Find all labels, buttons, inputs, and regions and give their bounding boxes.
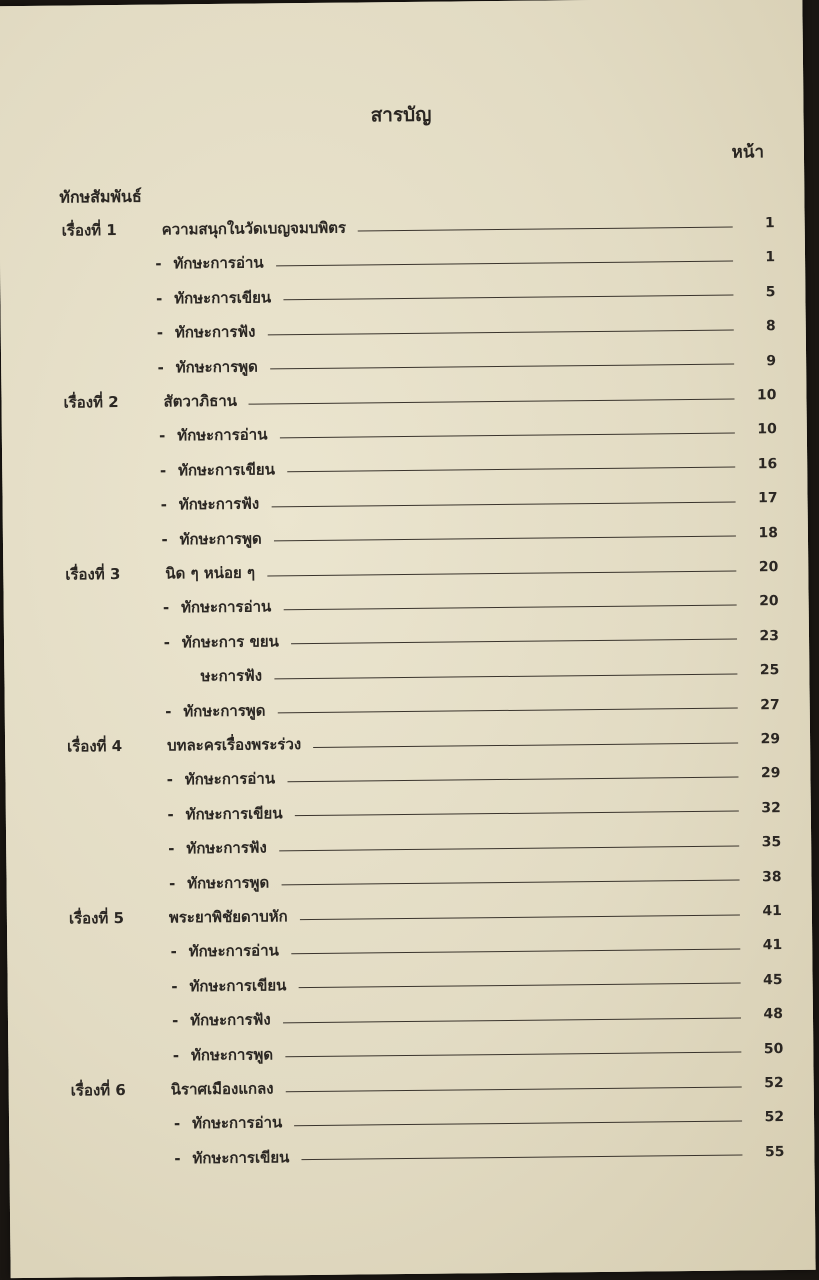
- bullet-dash: -: [168, 839, 175, 858]
- page-number: 35: [761, 834, 782, 851]
- subsection-title: ทักษะการฟัง: [190, 1010, 271, 1030]
- toc-subsection-row: [7, 930, 812, 968]
- toc-subsection-row: [6, 827, 811, 865]
- indent: [7, 943, 181, 963]
- page-number: 5: [765, 283, 776, 301]
- toc-subsection-row: [5, 758, 810, 796]
- chapter-number: เรื่องที่ 1: [61, 221, 117, 240]
- page-number: 55: [764, 1143, 785, 1161]
- page-number: 18: [758, 524, 779, 541]
- chapter-title: พระยาพิชัยดาบหัก: [168, 907, 288, 927]
- page-number: 16: [757, 455, 778, 473]
- toc-chapter-row: [3, 552, 808, 590]
- toc-chapter-row: [0, 208, 805, 246]
- toc-subsection-row: [1, 345, 806, 383]
- page-number: 41: [762, 937, 783, 954]
- bullet-dash: -: [170, 942, 177, 961]
- subsection-title: ษะการฟัง: [200, 666, 263, 686]
- page-number: 8: [765, 318, 776, 335]
- chapter-title: สัตวาภิธาน: [163, 391, 238, 411]
- indent: [9, 1115, 184, 1135]
- bullet-dash: -: [159, 461, 167, 480]
- leader-line: [287, 467, 735, 473]
- bullet-dash: -: [163, 633, 171, 652]
- subsection-title: ทักษะการเขียน: [192, 1148, 290, 1168]
- leader-line: [295, 811, 739, 817]
- subsection-title: ทักษะการ ขยน: [181, 632, 279, 652]
- indent: [4, 677, 174, 679]
- bullet-dash: -: [171, 1011, 179, 1030]
- subsection-title: ทักษะการพูด: [175, 357, 258, 376]
- indent: [5, 771, 177, 791]
- indent: [6, 805, 178, 825]
- toc-chapter-row: [5, 724, 810, 762]
- chapter-title: บทละครเรื่องพระร่วง: [167, 735, 302, 755]
- bullet-dash: -: [173, 1114, 181, 1133]
- toc-chapter-row: [7, 896, 812, 934]
- leader-line: [267, 570, 736, 576]
- leader-line: [358, 226, 733, 231]
- page-number: 20: [758, 559, 779, 576]
- leader-line: [281, 880, 739, 886]
- page-number: 52: [764, 1109, 785, 1126]
- page-number: 27: [760, 696, 780, 713]
- subsection-title: ทักษะการอ่าน: [180, 597, 272, 617]
- leader-line: [287, 776, 738, 782]
- page-number: 48: [763, 1006, 784, 1023]
- page-number: 10: [757, 421, 777, 438]
- leader-line: [283, 1017, 741, 1023]
- indent: [2, 427, 170, 447]
- bullet-dash: -: [168, 874, 176, 893]
- leader-line: [274, 673, 737, 679]
- chapter-title: นิราศเมืองแกลง: [170, 1079, 274, 1099]
- toc-subsection-row: [4, 621, 809, 659]
- section-heading: ทักษสัมพันธ์: [59, 186, 142, 207]
- toc-subsection-row: [6, 861, 811, 899]
- bullet-dash: -: [171, 977, 178, 996]
- toc-subsection-row: [9, 1102, 814, 1140]
- subsection-title: ทักษะการพูด: [179, 529, 262, 548]
- bullet-dash: -: [161, 530, 168, 549]
- page-number: 17: [757, 490, 778, 507]
- page-column-label: หน้า: [731, 142, 765, 163]
- leader-line: [301, 1155, 742, 1161]
- leader-line: [300, 914, 740, 920]
- bullet-dash: -: [159, 426, 166, 445]
- indent: [1, 324, 167, 344]
- leader-line: [313, 742, 738, 747]
- page-number: 29: [760, 765, 781, 782]
- subsection-title: ทักษะการฟัง: [178, 494, 260, 514]
- toc-subsection-row: [4, 655, 809, 693]
- chapter-title: นิด ๆ หน่อย ๆ: [165, 563, 256, 583]
- indent: [3, 530, 172, 550]
- indent: [1, 358, 168, 378]
- toc-subsection-row: [1, 311, 806, 349]
- leader-line: [279, 432, 734, 438]
- indent: [4, 633, 174, 653]
- indent: [4, 599, 174, 619]
- bullet-dash: -: [157, 358, 164, 377]
- page-title: สารบัญ: [370, 103, 432, 127]
- subsection-title: ทักษะการพูด: [190, 1045, 274, 1064]
- bullet-dash: -: [166, 770, 174, 789]
- subsection-title: ทักษะการเขียน: [174, 288, 272, 308]
- leader-line: [267, 329, 733, 335]
- leader-line: [249, 398, 735, 404]
- chapter-number: เรื่องที่ 3: [65, 564, 121, 584]
- leader-line: [291, 948, 740, 954]
- page-number: 9: [766, 352, 777, 369]
- page-number: 38: [761, 868, 782, 885]
- bullet-dash: -: [167, 805, 174, 824]
- bullet-dash: -: [156, 323, 164, 342]
- toc-chapter-row: [9, 1068, 814, 1106]
- leader-line: [283, 604, 736, 610]
- indent: [0, 289, 166, 309]
- leader-line: [279, 845, 739, 851]
- toc-subsection-row: [8, 1033, 813, 1071]
- indent: [6, 874, 179, 894]
- toc-subsection-row: [8, 999, 813, 1037]
- leader-line: [291, 639, 737, 645]
- subsection-title: ทักษะการอ่าน: [188, 941, 279, 961]
- indent: [5, 702, 176, 722]
- leader-line: [294, 1120, 742, 1126]
- toc-subsection-row: [2, 449, 807, 487]
- indent: [9, 1149, 184, 1169]
- indent: [6, 840, 178, 860]
- indent: [0, 255, 166, 275]
- bullet-dash: -: [162, 598, 170, 617]
- leader-line: [283, 295, 733, 301]
- subsection-title: ทักษะการฟัง: [186, 838, 267, 858]
- subsection-title: ทักษะการพูด: [183, 701, 266, 720]
- chapter-number: เรื่องที่ 2: [63, 393, 119, 412]
- leader-line: [274, 536, 736, 542]
- leader-line: [286, 1086, 742, 1092]
- leader-line: [276, 260, 733, 266]
- bullet-dash: -: [172, 1045, 180, 1065]
- subsection-title: ทักษะการพูด: [187, 873, 270, 892]
- page-number: 10: [756, 387, 777, 404]
- toc-subsection-row: [7, 965, 812, 1003]
- subsection-title: ทักษะการอ่าน: [177, 425, 268, 445]
- page-number: 50: [763, 1040, 784, 1057]
- subsection-title: ทักษะการเขียน: [177, 460, 276, 480]
- toc-subsection-row: [3, 517, 808, 555]
- toc-subsection-row: [4, 586, 809, 624]
- toc-subsection-row: [0, 242, 805, 280]
- leader-line: [270, 364, 734, 370]
- page-number: 1: [765, 249, 776, 266]
- indent: [8, 1012, 182, 1032]
- indent: [2, 461, 170, 481]
- bullet-dash: -: [174, 1149, 181, 1168]
- subsection-title: ทักษะการเขียน: [185, 804, 283, 824]
- chapter-number: เรื่องที่ 5: [68, 908, 125, 928]
- bullet-dash: -: [155, 254, 162, 273]
- toc-subsection-row: [5, 689, 810, 727]
- toc-subsection-row: [9, 1137, 814, 1175]
- toc-subsection-row: [2, 483, 807, 521]
- subsection-title: ทักษะการอ่าน: [184, 769, 276, 789]
- page-number: 25: [759, 662, 780, 679]
- page-number: 29: [760, 731, 781, 748]
- bullet-dash: -: [165, 702, 172, 721]
- toc-subsection-row: [6, 793, 811, 831]
- toc-subsection-row: [2, 414, 807, 452]
- leader-line: [285, 1052, 741, 1058]
- toc-chapter-row: [1, 380, 806, 418]
- toc-subsection-row: [0, 277, 805, 315]
- leader-line: [271, 501, 735, 507]
- indent: [8, 977, 182, 997]
- bullet-dash: -: [156, 289, 163, 308]
- bullet-dash: -: [160, 495, 167, 514]
- subsection-title: ทักษะการอ่าน: [173, 253, 264, 273]
- page-number: 52: [764, 1075, 784, 1092]
- page-number: 32: [761, 799, 781, 817]
- page-number: 1: [764, 215, 775, 232]
- page-number: 41: [762, 903, 782, 920]
- leader-line: [277, 708, 737, 714]
- chapter-title: ความสนุกในวัดเบญจมบพิตร: [161, 218, 347, 239]
- chapter-number: เรื่องที่ 6: [70, 1080, 126, 1100]
- page-number: 23: [759, 627, 780, 645]
- page-number: 20: [759, 593, 779, 610]
- indent: [3, 496, 171, 516]
- subsection-title: ทักษะการฟัง: [174, 322, 256, 342]
- indent: [8, 1046, 183, 1066]
- chapter-number: เรื่องที่ 4: [67, 736, 123, 756]
- subsection-title: ทักษะการเขียน: [189, 976, 287, 996]
- page-number: 45: [763, 971, 783, 989]
- leader-line: [298, 983, 740, 989]
- subsection-title: ทักษะการอ่าน: [191, 1113, 283, 1133]
